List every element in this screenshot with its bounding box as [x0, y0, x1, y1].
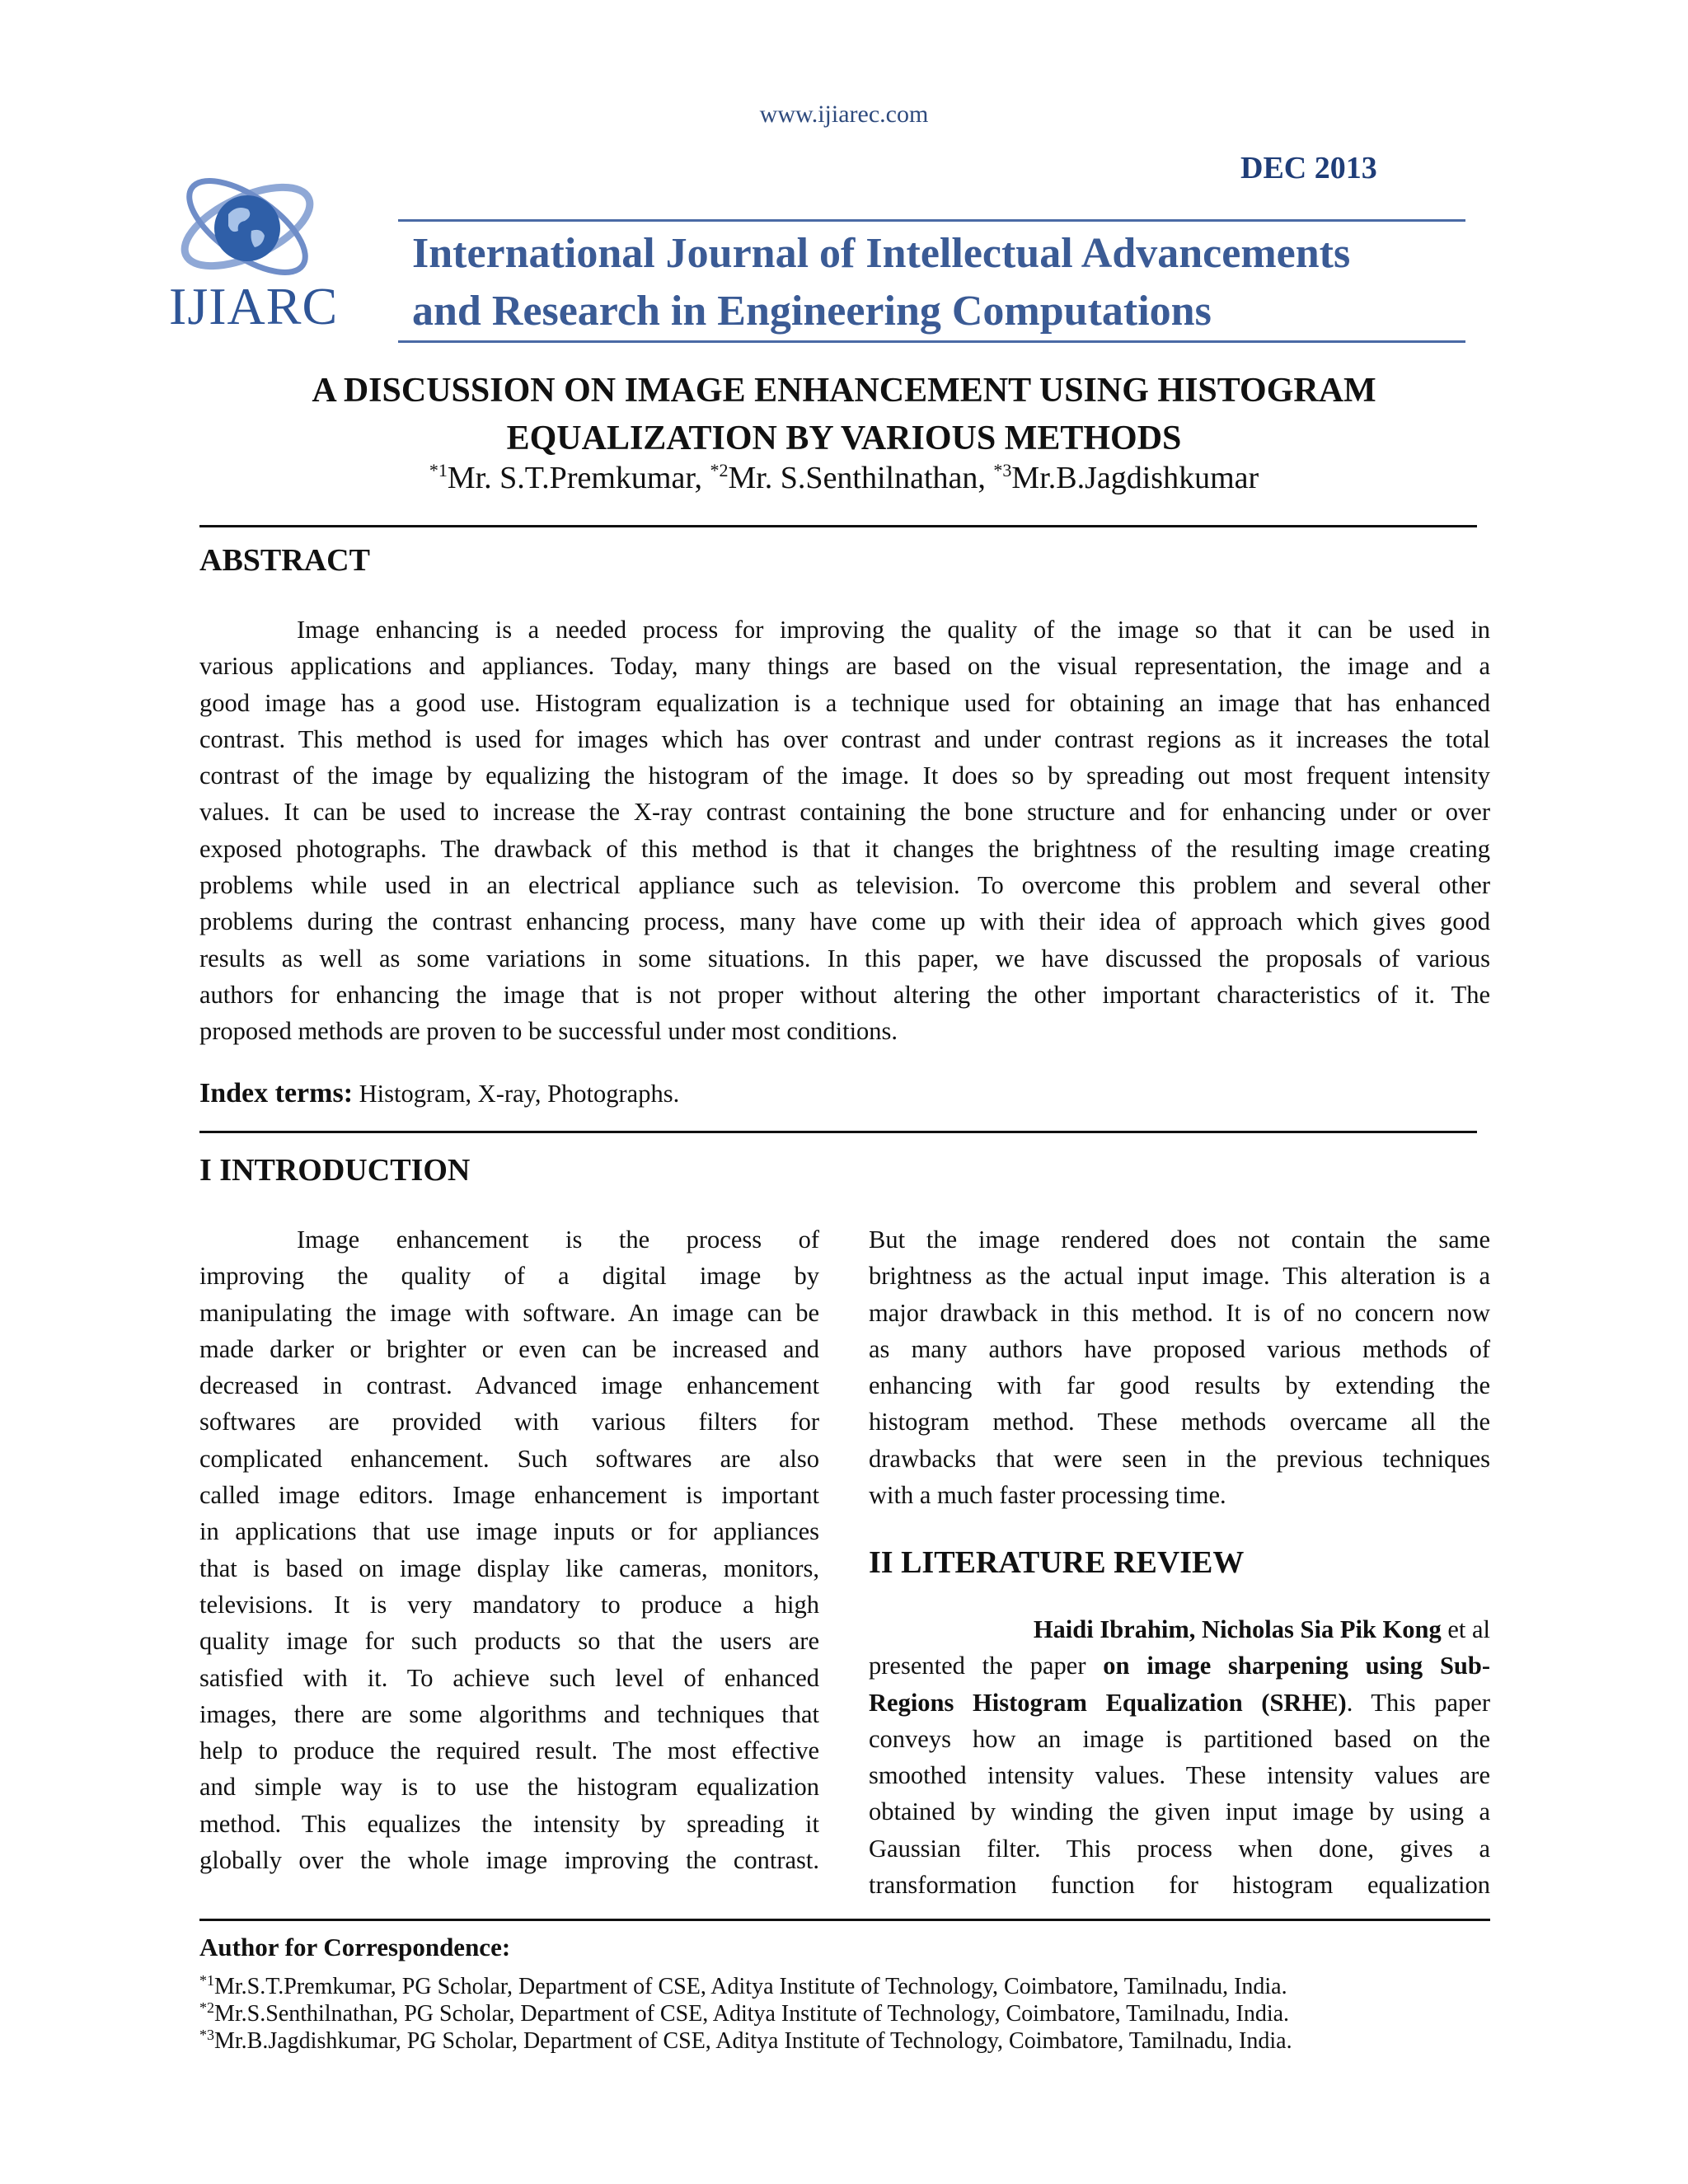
index-terms — [199, 1078, 679, 1109]
abstract-line: authors for enhancing the image that is not proper without altering the other important characteristics of it. The — [199, 980, 1490, 1009]
paper-title-line2: EQUALIZATION BY VARIOUS METHODS — [506, 419, 1182, 457]
intro-line: called image editors. Image enhancement is important — [199, 1481, 819, 1510]
author-name: Mr. S.T.Premkumar, — [447, 461, 702, 495]
intro-line: in applications that use image inputs or for appliances — [199, 1517, 819, 1546]
lit-line: obtained by winding the given input image by using a — [869, 1797, 1490, 1826]
introduction-heading: I INTRODUCTION — [199, 1153, 471, 1188]
footer-mark: *1 — [199, 1972, 214, 1989]
paper-title — [198, 367, 1490, 462]
abstract-line: proposed methods are proven to be successful under most conditions. — [199, 1017, 898, 1046]
journal-title-line1: International Journal of Intellectual Advancements — [412, 230, 1351, 277]
intro-line: method. This equalizes the intensity by spreading it — [199, 1809, 819, 1838]
lit-line: transformation function for histogram equalization — [869, 1871, 1490, 1900]
author-mark: *2 — [710, 460, 729, 480]
abstract-line: contrast. This method is used for images which has over contrast and under contrast regions as it increases the total — [199, 724, 1490, 753]
abstract-line: contrast of the image by equalizing the histogram of the image. It does so by spreading out most frequent intensity — [199, 762, 1490, 790]
intro-line: manipulating the image with software. An image can be — [199, 1298, 819, 1327]
journal-url: www.ijiarec.com — [759, 101, 929, 128]
intro-line: But the image rendered does not contain the same — [869, 1226, 1490, 1254]
intro-line: as many authors have proposed various methods of — [869, 1334, 1490, 1363]
lit-line: smoothed intensity values. These intensity values are — [869, 1761, 1490, 1790]
abstract-line: Image enhancing is a needed process for improving the quality of the image so that it can be used in — [297, 616, 1490, 644]
abstract-heading: ABSTRACT — [199, 543, 370, 578]
lit-et-al: et al — [1447, 1615, 1490, 1643]
author-mark: *3 — [993, 460, 1012, 480]
lit-authors: Haidi Ibrahim, Nicholas Sia Pik Kong — [1033, 1615, 1442, 1643]
abstract-line: problems while used in an electrical appliance such as television. To overcome this problem and several other — [199, 871, 1490, 900]
intro-line: softwares are provided with various filters for — [199, 1408, 819, 1436]
footer-divider — [199, 1919, 1490, 1921]
lit-line — [869, 1647, 1490, 1684]
journal-logo — [169, 169, 379, 334]
lit-after: . This paper — [1346, 1688, 1490, 1717]
intro-line: globally over the whole image improving the contrast. — [199, 1846, 819, 1875]
author-mark: *1 — [429, 460, 448, 480]
abstract-line: problems during the contrast enhancing process, many have come up with their idea of approach which gives good — [199, 907, 1490, 936]
intro-line: complicated enhancement. Such softwares are also — [199, 1444, 819, 1473]
correspondence-heading: Author for Correspondence: — [199, 1933, 511, 1961]
divider — [199, 525, 1477, 527]
abstract-line: various applications and appliances. Today, many things are based on the visual representation, the image and a — [199, 652, 1490, 681]
intro-line: major drawback in this method. It is of no concern now — [869, 1298, 1490, 1327]
intro-line: that is based on image display like cameras, monitors, — [199, 1554, 819, 1582]
intro-line: televisions. It is very mandatory to produce a high — [199, 1590, 819, 1619]
introduction-right-column — [869, 1221, 1490, 1513]
issue-date: DEC 2013 — [1240, 151, 1377, 185]
intro-line: with a much faster processing time. — [869, 1481, 1226, 1510]
footer-mark: *2 — [199, 1999, 214, 2016]
lit-paper-title: Regions Histogram Equalization (SRHE) — [869, 1688, 1347, 1717]
abstract-line: results as well as some variations in some situations. In this paper, we have discussed the proposals of various — [199, 944, 1490, 972]
author-list — [198, 460, 1490, 496]
intro-line: quality image for such products so that the users are — [199, 1627, 819, 1656]
lit-line: conveys how an image is partitioned based on the — [869, 1724, 1490, 1753]
intro-line: drawbacks that were seen in the previous techniques — [869, 1444, 1490, 1473]
intro-line: brightness as the actual input image. This alteration is a — [869, 1262, 1490, 1291]
abstract-line: values. It can be used to increase the X-ray contrast containing the bone structure and for enhancing under or over — [199, 798, 1490, 827]
header-rule-bottom — [398, 340, 1465, 343]
intro-line: satisfied with it. To achieve such level of enhanced — [199, 1663, 819, 1692]
footer-text: Mr.B.Jagdishkumar, PG Scholar, Department of CSE, Aditya Institute of Technology, Coimbatore, Tamilnadu, India. — [214, 2028, 1292, 2054]
abstract-line: exposed photographs. The drawback of this method is that it changes the brightness of the resulting image creating — [199, 834, 1490, 863]
footer-mark: *3 — [199, 2027, 214, 2043]
footer-text: Mr.S.T.Premkumar, PG Scholar, Department of CSE, Aditya Institute of Technology, Coimbatore, Tamilnadu, India. — [214, 1974, 1287, 1999]
intro-line: and simple way is to use the histogram equalization — [199, 1773, 819, 1802]
intro-line: made darker or brighter or even can be increased and — [199, 1334, 819, 1363]
globe-icon — [169, 169, 379, 284]
index-terms-label: Index terms: — [199, 1078, 354, 1108]
intro-line: decreased in contrast. Advanced image enhancement — [199, 1371, 819, 1400]
header-rule-top — [398, 219, 1465, 222]
logo-wordmark: IJIARC — [169, 277, 339, 335]
literature-heading: II LITERATURE REVIEW — [869, 1545, 1245, 1580]
intro-line: Image enhancement is the process of — [297, 1226, 819, 1254]
index-terms-value: Histogram, X-ray, Photographs. — [359, 1080, 680, 1108]
intro-line: images, there are some algorithms and techniques that — [199, 1699, 819, 1728]
correspondence-entry — [199, 1999, 1289, 2027]
abstract-body — [199, 612, 1490, 1050]
lit-line — [869, 1611, 1490, 1647]
lit-paper-title: on image sharpening using Sub- — [1103, 1652, 1491, 1680]
introduction-left-column — [199, 1221, 819, 1878]
lit-presented: presented the paper — [869, 1652, 1086, 1680]
journal-title-line2: and Research in Engineering Computations — [412, 288, 1212, 335]
intro-line: enhancing with far good results by extending the — [869, 1371, 1490, 1400]
intro-line: improving the quality of a digital image by — [199, 1262, 819, 1291]
intro-line: help to produce the required result. The most effective — [199, 1736, 819, 1765]
intro-line: histogram method. These methods overcame all the — [869, 1408, 1490, 1436]
author-name: Mr. S.Senthilnathan, — [728, 461, 986, 495]
lit-line — [869, 1685, 1490, 1721]
literature-body — [869, 1611, 1490, 1903]
footer-text: Mr.S.Senthilnathan, PG Scholar, Department of CSE, Aditya Institute of Technology, Coimbatore, Tamilnadu, India. — [214, 2001, 1290, 2027]
lit-line: Gaussian filter. This process when done, gives a — [869, 1834, 1490, 1863]
divider — [199, 1131, 1477, 1133]
abstract-line: good image has a good use. Histogram equalization is a technique used for obtaining an image that has enhanced — [199, 688, 1490, 717]
correspondence-entry — [199, 2027, 1292, 2055]
paper-title-line1: A DISCUSSION ON IMAGE ENHANCEMENT USING HISTOGRAM — [312, 372, 1376, 410]
journal-title — [412, 225, 1350, 340]
correspondence-entry — [199, 1972, 1287, 2000]
author-name: Mr.B.Jagdishkumar — [1011, 461, 1259, 495]
